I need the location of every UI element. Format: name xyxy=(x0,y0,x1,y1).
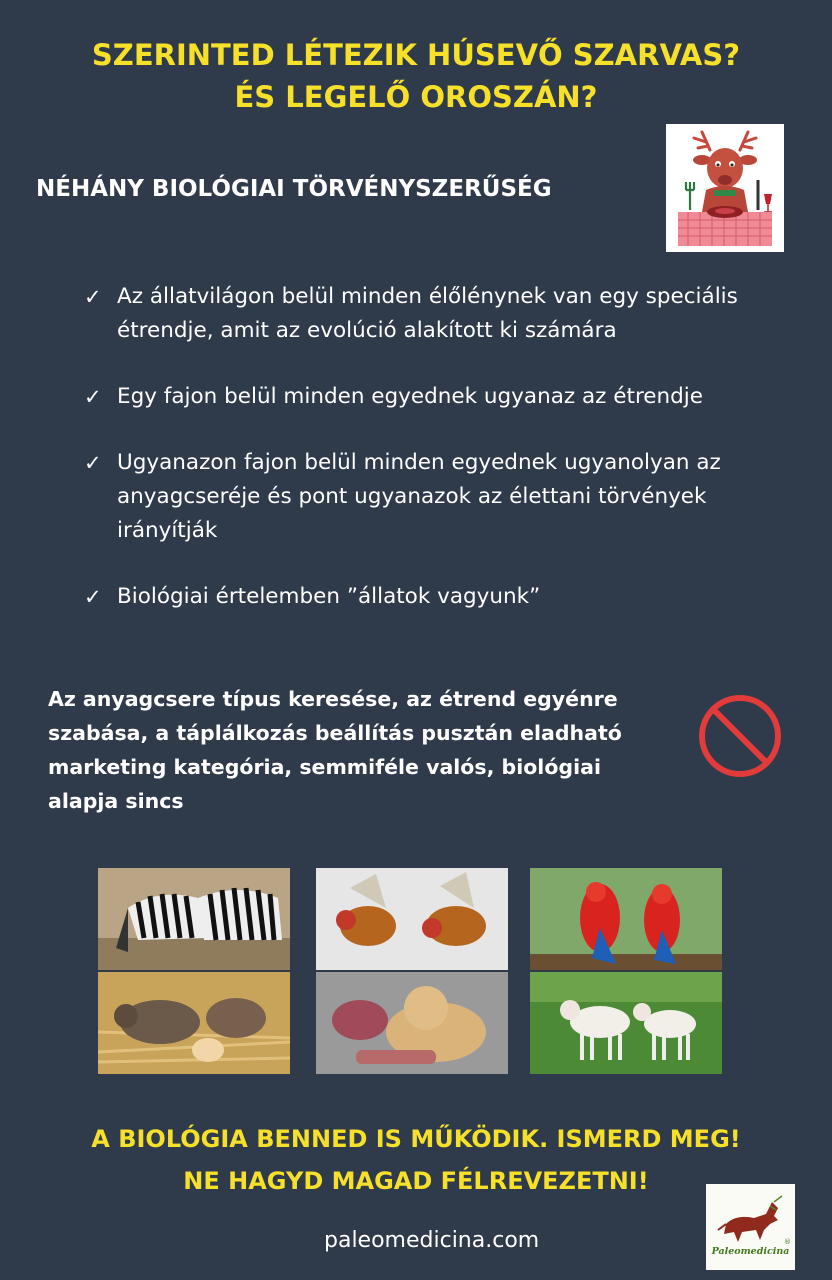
list-item-text: Egy fajon belül minden egyednek ugyanaz az étrendje xyxy=(117,384,704,409)
check-icon: ✓ xyxy=(84,585,102,609)
list-item-text: Ugyanazon fajon belül minden egyednek ugyanolyan az anyagcseréje és pont ugyanazok az élettani törvények irányítják xyxy=(117,450,721,543)
section-subtitle: NÉHÁNY BIOLÓGIAI TÖRVÉNYSZERŰSÉG xyxy=(36,176,552,202)
check-icon: ✓ xyxy=(84,451,102,475)
headline-line-1: SZERINTED LÉTEZIK HÚSEVŐ SZARVAS? xyxy=(91,38,741,72)
check-icon: ✓ xyxy=(84,385,102,409)
logo-name: Paleomedicina xyxy=(711,1246,790,1257)
prohibition-icon xyxy=(694,690,786,782)
metabolism-type-paragraph: Az anyagcsere típus keresése, az étrend egyénre szabása, a táplálkozás beállítás pusztán eladható marketing kategória, semmiféle valós, biológiai alapja sincs xyxy=(48,687,622,813)
biology-rules-list xyxy=(84,280,784,646)
list-item-text: Biológiai értelemben ”állatok vagyunk” xyxy=(117,584,541,609)
list-item xyxy=(84,446,784,548)
fruit-flies-photo xyxy=(316,868,508,970)
zebras-photo xyxy=(98,868,290,970)
closing-line-2: NE HAGYD MAGAD FÉLREVEZETNI! xyxy=(183,1167,649,1195)
parrots-photo xyxy=(530,868,722,970)
rats-photo xyxy=(98,972,290,1074)
check-icon: ✓ xyxy=(84,285,102,309)
headline-line-2: ÉS LEGELŐ OROSZÁN? xyxy=(234,80,598,114)
list-item xyxy=(84,580,784,614)
lambs-photo xyxy=(530,972,722,1074)
list-item xyxy=(84,280,784,348)
website-url[interactable]: paleomedicina.com xyxy=(324,1228,540,1253)
closing-line-1: A BIOLÓGIA BENNED IS MŰKÖDIK. ISMERD MEG! xyxy=(91,1125,741,1153)
lion-cub-photo xyxy=(316,972,508,1074)
paleomedicina-logo xyxy=(706,1184,795,1270)
list-item xyxy=(84,380,784,414)
headline xyxy=(0,34,832,118)
list-item-text: Az állatvilágon belül minden élőlénynek van egy speciális étrendje, amit az evolúció alakított ki számára xyxy=(117,284,738,343)
registered-mark: ® xyxy=(784,1238,791,1246)
deer-eating-steak-illustration xyxy=(666,124,784,252)
